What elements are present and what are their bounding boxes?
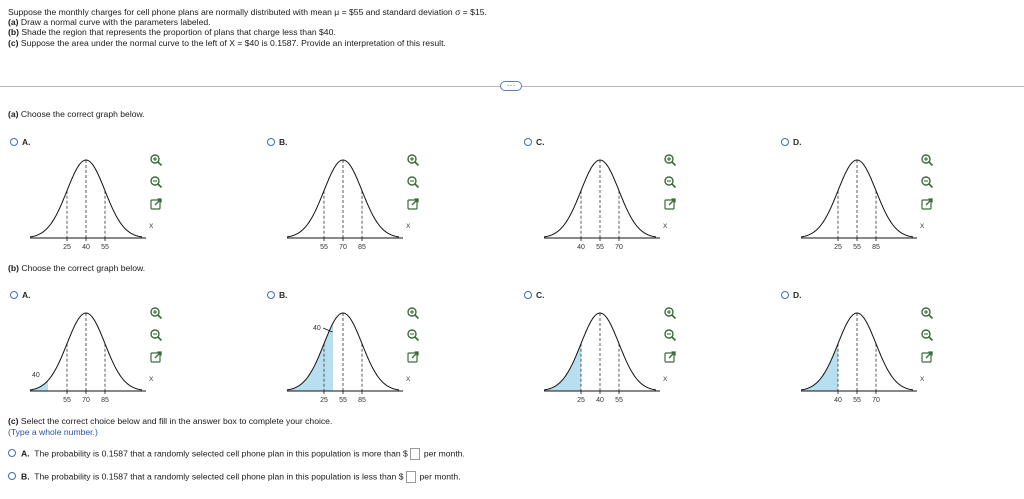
part-a-option-d[interactable]: D. 25 55 85 X [781,138,1021,258]
radio-button[interactable] [10,138,18,146]
tick-label: 25 [320,397,328,404]
tick-label: 55 [339,397,347,404]
axis-label: X [149,223,154,230]
tick-label: 55 [853,397,861,404]
radio-button[interactable] [781,138,789,146]
axis-label: X [406,376,411,383]
axis-label: X [149,376,154,383]
zoom-in-icon[interactable] [149,306,163,320]
tick-label: 40 [834,397,842,404]
axis-label: X [920,223,925,230]
open-external-icon[interactable] [149,350,163,364]
part-c-choice-a[interactable]: A. The probability is 0.1587 that a randomly selected cell phone plan in this population is more than $ per month. [8,448,608,462]
part-a-option-a[interactable]: A. 25 40 55 X [10,138,250,258]
open-external-icon[interactable] [149,197,163,211]
zoom-out-icon[interactable] [406,328,420,342]
tick-label: 55 [853,244,861,251]
part-c-section [8,416,465,482]
answer-input-a[interactable] [410,448,420,460]
zoom-out-icon[interactable] [663,328,677,342]
problem-part-b: (b) Shade the region that represents the proportion of plans that charge less than $40. [8,27,336,38]
zoom-in-icon[interactable] [149,153,163,167]
answer-input-b[interactable] [406,471,416,483]
axis-label: X [406,223,411,230]
zoom-out-icon[interactable] [920,328,934,342]
part-b-option-b[interactable]: B. 25 55 85 X 40 [267,291,507,411]
tick-label: 85 [872,244,880,251]
part-b-option-a[interactable]: A. 55 70 85 X 40 [10,291,250,411]
part-b-option-d[interactable]: D. 40 55 70 X [781,291,1021,411]
zoom-in-icon[interactable] [920,153,934,167]
zoom-out-icon[interactable] [149,175,163,189]
tick-label: 55 [615,397,623,404]
tick-label: 70 [615,244,623,251]
radio-button[interactable] [267,291,275,299]
zoom-out-icon[interactable] [149,328,163,342]
tick-label: 85 [101,397,109,404]
zoom-in-icon[interactable] [663,306,677,320]
zoom-out-icon[interactable] [406,175,420,189]
axis-label: X [663,223,668,230]
axis-label: X [663,376,668,383]
axis-label: X [920,376,925,383]
tick-label: 40 [596,397,604,404]
tick-label: 70 [872,397,880,404]
zoom-in-icon[interactable] [663,153,677,167]
part-b-option-c[interactable]: C. 25 40 55 X [524,291,764,411]
zoom-in-icon[interactable] [406,153,420,167]
part-a-option-b[interactable]: B. 55 70 85 X [267,138,507,258]
problem-statement [8,7,487,48]
tick-label: 85 [358,397,366,404]
shaded-region [287,323,333,391]
tick-label: 55 [101,244,109,251]
part-b-label: (b) Choose the correct graph below. [8,263,146,273]
part-c-label: (c) Select the correct choice below and fill in the answer box to complete your choice. [8,416,333,426]
marker-label: 40 [32,372,40,379]
radio-button[interactable] [524,291,532,299]
open-external-icon[interactable] [663,197,677,211]
part-a-option-c[interactable]: C. 40 55 70 X [524,138,764,258]
open-external-icon[interactable] [663,350,677,364]
tick-label: 85 [358,244,366,251]
tick-label: 25 [63,244,71,251]
part-c-choice-b[interactable]: B. The probability is 0.1587 that a randomly selected cell phone plan in this population is less than $ per month. [8,471,608,485]
more-options-button[interactable]: ⋯ [500,81,522,91]
problem-intro: Suppose the monthly charges for cell phone plans are normally distributed with mean μ = $55 and standard deviation σ = $15. [8,7,487,17]
tick-label: 55 [320,244,328,251]
radio-button[interactable] [781,291,789,299]
tick-label: 40 [577,244,585,251]
problem-part-c: (c) Suppose the area under the normal curve to the left of X = $40 is 0.1587. Provide an interpretation of this result. [8,37,446,48]
open-external-icon[interactable] [920,197,934,211]
radio-button[interactable] [267,138,275,146]
radio-button[interactable] [8,449,16,457]
zoom-out-icon[interactable] [920,175,934,189]
problem-part-a: (a) Draw a normal curve with the parameters labeled. [8,17,211,28]
tick-label: 25 [834,244,842,251]
marker-label: 40 [313,325,321,332]
radio-button[interactable] [524,138,532,146]
shaded-region [801,344,838,391]
tick-label: 70 [339,244,347,251]
open-external-icon[interactable] [406,197,420,211]
tick-label: 70 [82,397,90,404]
open-external-icon[interactable] [920,350,934,364]
tick-label: 25 [577,397,585,404]
zoom-in-icon[interactable] [920,306,934,320]
part-c-hint: (Type a whole number.) [8,427,98,437]
tick-label: 40 [82,244,90,251]
zoom-in-icon[interactable] [406,306,420,320]
shaded-region [544,344,581,391]
part-a-label: (a) Choose the correct graph below. [8,109,145,119]
tick-label: 55 [596,244,604,251]
tick-label: 55 [63,397,71,404]
radio-button[interactable] [8,472,16,480]
radio-button[interactable] [10,291,18,299]
zoom-out-icon[interactable] [663,175,677,189]
open-external-icon[interactable] [406,350,420,364]
